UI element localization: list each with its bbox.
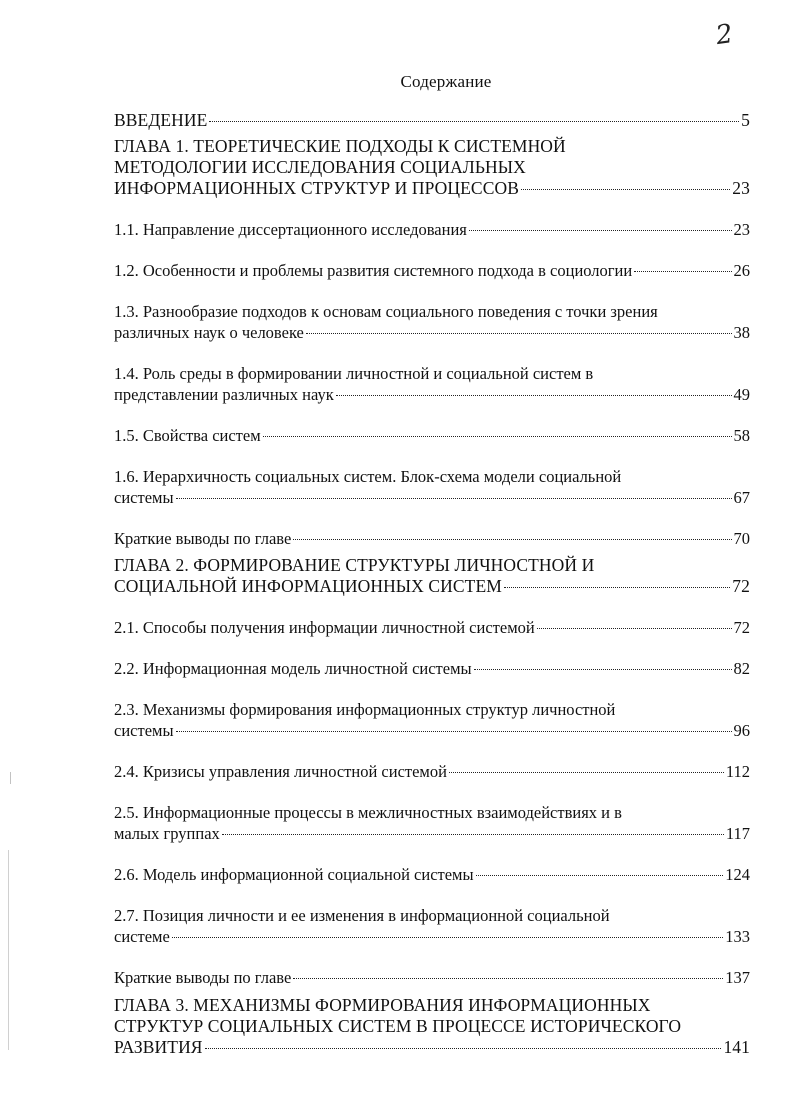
toc-entry-title: ВВЕДЕНИЕ <box>114 110 208 130</box>
toc-entry[interactable] <box>114 425 750 446</box>
toc-entry[interactable] <box>114 219 750 240</box>
toc-entry-title: системы <box>114 721 174 740</box>
dot-leader <box>537 628 732 629</box>
dot-leader <box>521 189 730 190</box>
dot-leader <box>263 436 732 437</box>
toc-entry-title: представлении различных наук <box>114 385 334 404</box>
toc-entry-title: 2.2. Информационная модель личностной системы <box>114 659 472 678</box>
toc-entry-title: малых группах <box>114 824 220 843</box>
toc-entry-title: 2.4. Кризисы управления личностной системой <box>114 762 447 781</box>
dot-leader <box>176 498 732 499</box>
toc-page-number: 23 <box>733 220 750 239</box>
toc-entry-title: ИНФОРМАЦИОННЫХ СТРУКТУР И ПРОЦЕССОВ <box>114 178 519 198</box>
toc-entry-title: 2.5. Информационные процессы в межличностных взаимодействиях и в <box>114 803 622 822</box>
dot-leader <box>176 731 732 732</box>
toc-entry-title: ГЛАВА 2. ФОРМИРОВАНИЕ СТРУКТУРЫ ЛИЧНОСТНОЙ И <box>114 555 595 575</box>
toc-page-number: 23 <box>732 178 750 198</box>
page-title: Содержание <box>400 72 492 91</box>
toc-page-number: 82 <box>733 659 750 678</box>
toc-entry[interactable] <box>114 617 750 638</box>
toc-entry[interactable] <box>114 699 750 741</box>
toc-entry-title: 2.1. Способы получения информации личностной системой <box>114 618 535 637</box>
toc-entry-title: 1.3. Разнообразие подходов к основам социального поведения с точки зрения <box>114 302 658 321</box>
toc-entry[interactable] <box>114 905 750 947</box>
dot-leader <box>172 937 723 938</box>
toc-entry-title: Краткие выводы по главе <box>114 968 292 987</box>
dot-leader <box>469 230 732 231</box>
handwritten-page-number: 2 <box>713 18 735 52</box>
toc-page-number: 72 <box>732 576 750 596</box>
toc-entry-title: СОЦИАЛЬНОЙ ИНФОРМАЦИОННЫХ СИСТЕМ <box>114 576 502 596</box>
toc-entry[interactable] <box>114 260 750 281</box>
dot-leader <box>209 121 739 122</box>
toc-entry-title: 1.1. Направление диссертационного исследования <box>114 220 467 239</box>
toc-entry-title: 1.5. Свойства систем <box>114 426 261 445</box>
toc-entry[interactable] <box>114 363 750 405</box>
toc-entry[interactable] <box>114 802 750 844</box>
toc-entry-title: системе <box>114 927 170 946</box>
toc-entry[interactable] <box>114 110 750 131</box>
toc-page-number: 96 <box>733 721 750 740</box>
toc-page-number: 124 <box>725 865 750 884</box>
toc-entry-title: различных наук о человеке <box>114 323 304 342</box>
toc-entry-title: СТРУКТУР СОЦИАЛЬНЫХ СИСТЕМ В ПРОЦЕССЕ ИСТОРИЧЕСКОГО <box>114 1016 682 1036</box>
toc-entry[interactable] <box>114 466 750 508</box>
dot-leader <box>293 539 731 540</box>
dot-leader <box>222 834 724 835</box>
scan-artifact <box>10 772 11 784</box>
toc-page-number: 58 <box>733 426 750 445</box>
toc-entry-title: 2.3. Механизмы формирования информационных структур личностной <box>114 700 616 719</box>
dot-leader <box>476 875 724 876</box>
dot-leader <box>336 395 732 396</box>
toc-page-number: 67 <box>733 488 750 507</box>
toc-entry-title: ГЛАВА 1. ТЕОРЕТИЧЕСКИЕ ПОДХОДЫ К СИСТЕМНОЙ <box>114 136 566 156</box>
toc-page-number: 141 <box>723 1037 750 1057</box>
dot-leader <box>504 587 730 588</box>
toc-page-number: 70 <box>733 529 750 548</box>
toc-page-number: 117 <box>725 824 750 843</box>
toc-page-number: 5 <box>741 110 750 130</box>
toc-entry[interactable] <box>114 136 750 199</box>
toc-page-number: 133 <box>725 927 750 946</box>
toc-entry[interactable] <box>114 555 750 597</box>
toc-page-number: 38 <box>733 323 750 342</box>
table-of-contents <box>114 110 750 1058</box>
toc-entry[interactable] <box>114 301 750 343</box>
toc-entry-title: МЕТОДОЛОГИИ ИССЛЕДОВАНИЯ СОЦИАЛЬНЫХ <box>114 157 526 177</box>
toc-page-number: 72 <box>733 618 750 637</box>
dot-leader <box>634 271 731 272</box>
dot-leader <box>293 978 723 979</box>
toc-page-number: 137 <box>725 968 750 987</box>
scan-artifact <box>8 850 9 1050</box>
dot-leader <box>306 333 732 334</box>
dot-leader <box>474 669 732 670</box>
toc-entry[interactable] <box>114 864 750 885</box>
toc-entry[interactable] <box>114 967 750 988</box>
toc-entry[interactable] <box>114 658 750 679</box>
toc-entry[interactable] <box>114 761 750 782</box>
toc-entry[interactable] <box>114 995 750 1058</box>
toc-entry-title: ГЛАВА 3. МЕХАНИЗМЫ ФОРМИРОВАНИЯ ИНФОРМАЦИОННЫХ <box>114 995 651 1015</box>
toc-entry-title: 2.7. Позиция личности и ее изменения в информационной социальной <box>114 906 610 925</box>
toc-entry-title: 2.6. Модель информационной социальной системы <box>114 865 474 884</box>
toc-entry-title: 1.6. Иерархичность социальных систем. Блок-схема модели социальной <box>114 467 622 486</box>
toc-entry-title: РАЗВИТИЯ <box>114 1037 203 1057</box>
toc-entry[interactable] <box>114 528 750 549</box>
toc-page-number: 49 <box>733 385 750 404</box>
dot-leader <box>449 772 724 773</box>
toc-entry-title: Краткие выводы по главе <box>114 529 292 548</box>
toc-page-number: 112 <box>725 762 750 781</box>
toc-entry-title: системы <box>114 488 174 507</box>
dot-leader <box>205 1048 722 1049</box>
toc-entry-title: 1.4. Роль среды в формировании личностной и социальной систем в <box>114 364 594 383</box>
toc-entry-title: 1.2. Особенности и проблемы развития системного подхода в социологии <box>114 261 633 280</box>
toc-page-number: 26 <box>733 261 750 280</box>
